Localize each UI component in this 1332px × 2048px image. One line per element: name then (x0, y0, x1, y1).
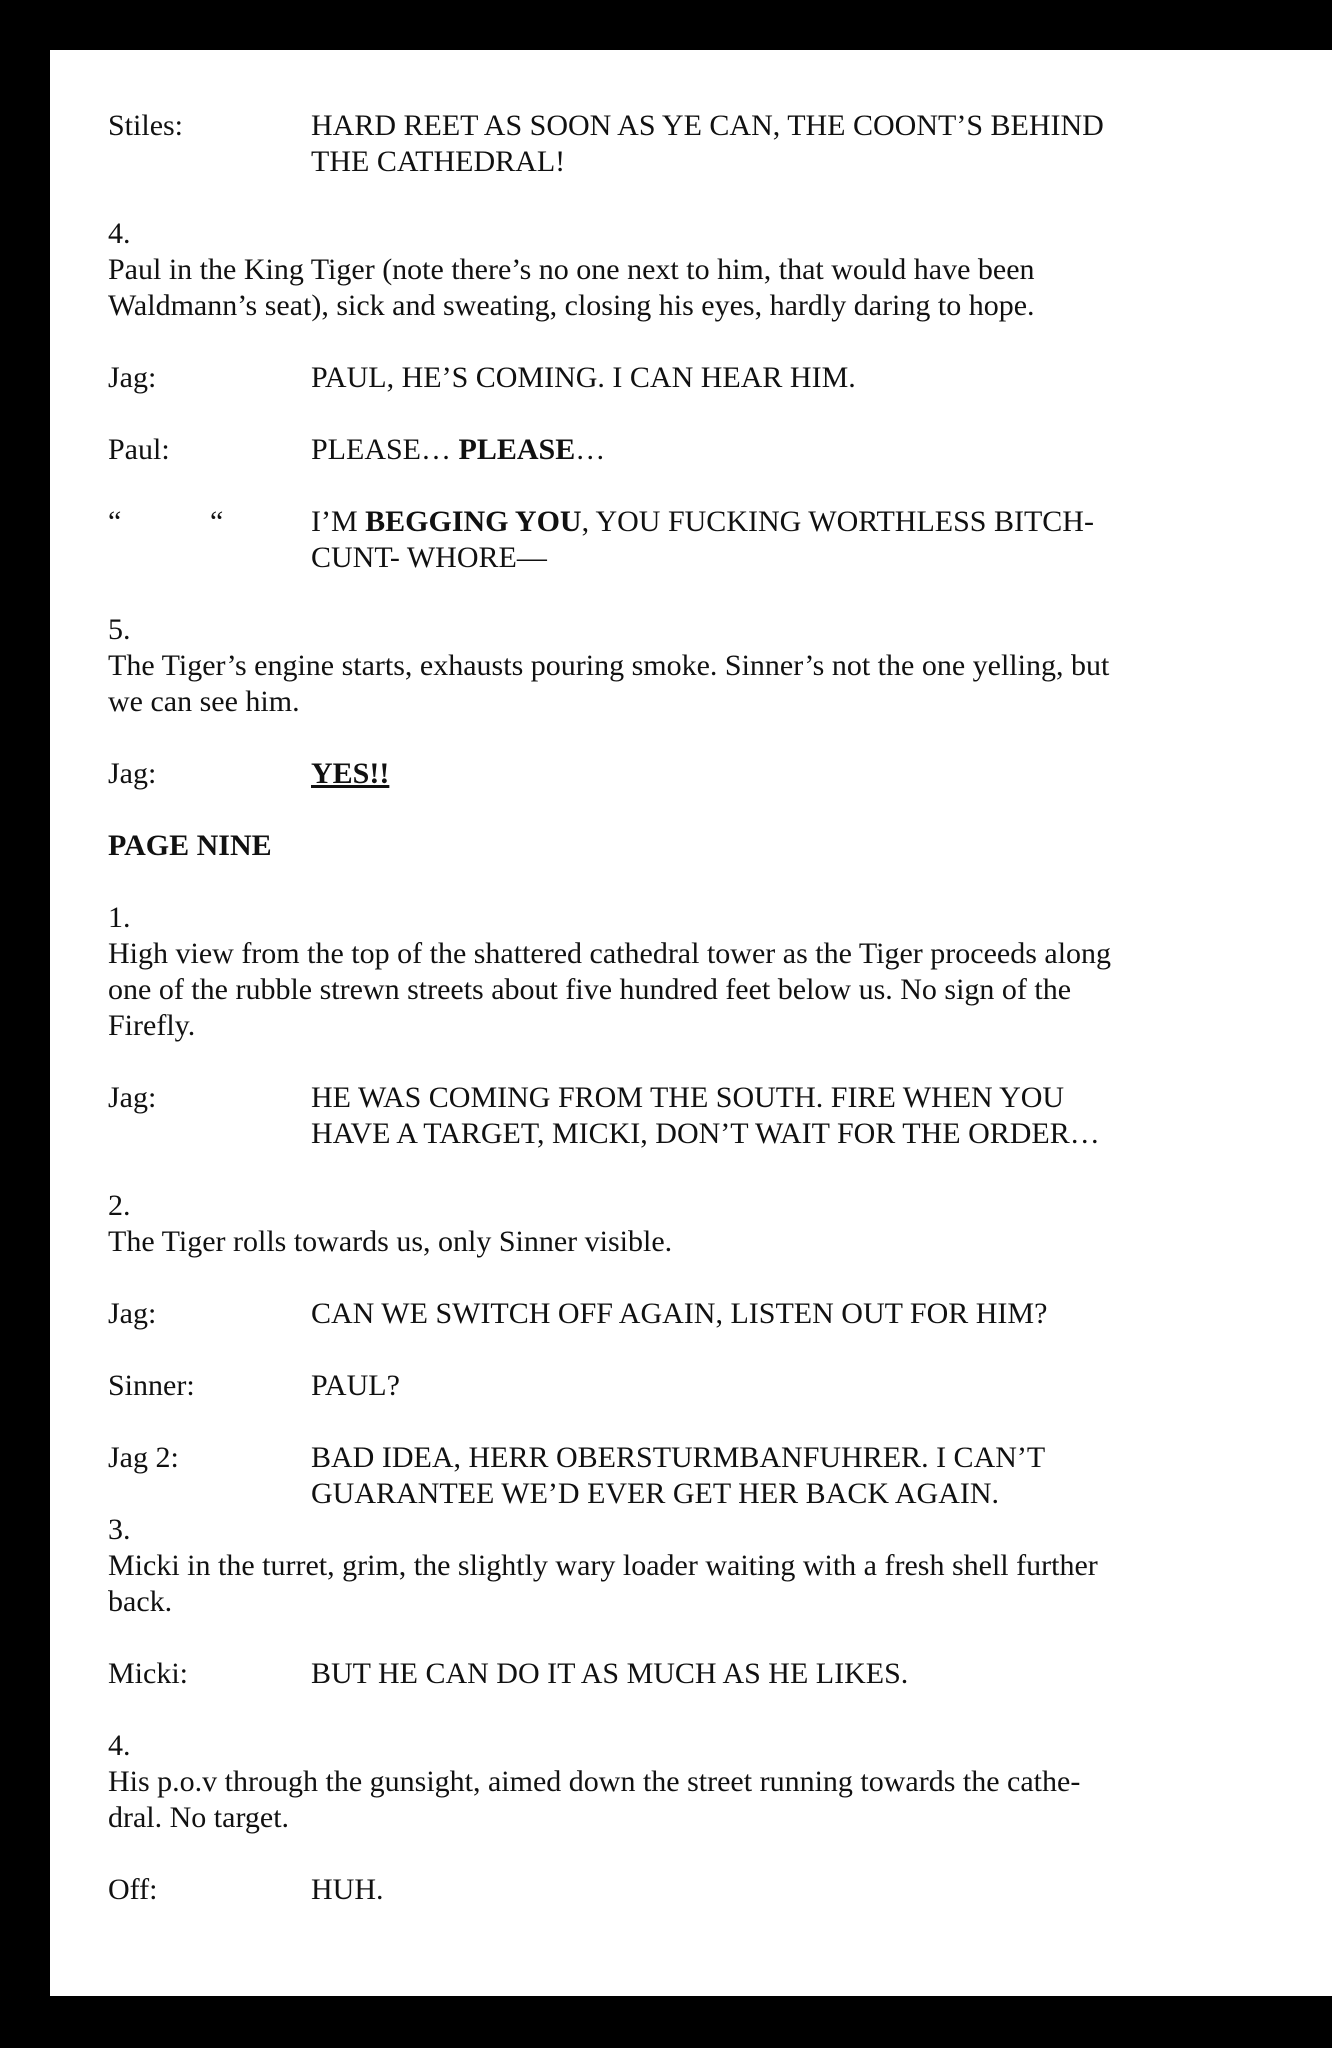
dialogue-sinner: PAUL? (311, 1369, 400, 1402)
dialogue-emphasis: YES!! (311, 757, 390, 790)
panel-number: 1. (108, 901, 131, 934)
panel-number: 5. (108, 613, 131, 646)
dialogue-text: … (575, 433, 606, 466)
dialogue-text: I’M (311, 505, 366, 538)
script-page (50, 50, 1332, 1996)
speaker-sinner: Sinner: (108, 1369, 195, 1402)
dialogue-paul-continued (311, 504, 1291, 576)
description-line: High view from the top of the shattered cathedral tower as the Tiger proceeds along (108, 937, 1112, 970)
dialogue-line: BAD IDEA, HERR OBERSTURMBANFUHRER. I CAN’T (311, 1441, 1046, 1474)
dialogue-line: GUARANTEE WE’D EVER GET HER BACK AGAIN. (311, 1477, 1000, 1510)
description-line: dral. No target. (108, 1801, 290, 1834)
description-line: His p.o.v through the gunsight, aimed down the street running towards the cathe- (108, 1765, 1081, 1798)
description-line: The Tiger’s engine starts, exhausts pouring smoke. Sinner’s not the one yelling, but (108, 649, 1110, 682)
dialogue-line: HARD REET AS SOON AS YE CAN, THE COONT’S BEHIND (311, 109, 1104, 142)
dialogue-off: HUH. (311, 1873, 384, 1906)
speaker-paul: Paul: (108, 433, 170, 466)
dialogue-text: PLEASE… (311, 433, 459, 466)
page-heading: PAGE NINE (108, 829, 272, 862)
dialogue-jag: CAN WE SWITCH OFF AGAIN, LISTEN OUT FOR HIM? (311, 1297, 1048, 1330)
speaker-jag: Jag: (108, 1081, 157, 1114)
panel-number: 2. (108, 1189, 131, 1222)
dialogue-emphasis: PLEASE (458, 433, 576, 466)
panel-number: 4. (108, 1729, 131, 1762)
description-line: we can see him. (108, 685, 300, 718)
panel-description: The Tiger rolls towards us, only Sinner visible. (108, 1225, 673, 1258)
description-line: Waldmann’s seat), sick and sweating, closing his eyes, hardly daring to hope. (108, 289, 1035, 322)
speaker-stiles: Stiles: (108, 109, 184, 142)
panel-description (108, 1548, 1288, 1620)
description-line: Micki in the turret, grim, the slightly wary loader waiting with a fresh shell further (108, 1549, 1098, 1582)
speaker-jag-2: Jag 2: (108, 1441, 179, 1474)
dialogue-paul (311, 432, 1291, 468)
dialogue-jag: PAUL, HE’S COMING. I CAN HEAR HIM. (311, 361, 856, 394)
speaker-jag: Jag: (108, 1297, 157, 1330)
ditto-mark: “ (210, 505, 224, 538)
speaker-jag: Jag: (108, 361, 157, 394)
panel-description (108, 648, 1288, 720)
dialogue-text: , YOU FUCKING WORTHLESS BITCH- (581, 505, 1094, 538)
dialogue-line: THE CATHEDRAL! (311, 145, 566, 178)
panel-number: 3. (108, 1513, 131, 1546)
dialogue-line (311, 504, 1291, 540)
panel-description (108, 252, 1288, 324)
description-line: back. (108, 1585, 173, 1618)
description-line: one of the rubble strewn streets about five hundred feet below us. No sign of the (108, 973, 1072, 1006)
dialogue-jag (311, 1080, 1291, 1152)
speaker-micki: Micki: (108, 1657, 188, 1690)
dialogue-line: HE WAS COMING FROM THE SOUTH. FIRE WHEN YOU (311, 1081, 1065, 1114)
speaker-jag: Jag: (108, 757, 157, 790)
dialogue-micki: BUT HE CAN DO IT AS MUCH AS HE LIKES. (311, 1657, 909, 1690)
dialogue-line: CUNT- WHORE— (311, 541, 547, 574)
dialogue-emphasis: BEGGING YOU (365, 505, 582, 538)
dialogue-jag (311, 756, 1291, 792)
panel-number: 4. (108, 217, 131, 250)
ditto-mark: “ (108, 505, 122, 538)
dialogue-stiles (311, 108, 1291, 180)
description-line: Firefly. (108, 1009, 196, 1042)
dialogue-jag-2 (311, 1440, 1291, 1512)
panel-description (108, 936, 1288, 1044)
description-line: Paul in the King Tiger (note there’s no one next to him, that would have been (108, 253, 1035, 286)
dialogue-line: HAVE A TARGET, MICKI, DON’T WAIT FOR THE ORDER… (311, 1117, 1100, 1150)
panel-description (108, 1764, 1288, 1836)
speaker-off: Off: (108, 1873, 158, 1906)
